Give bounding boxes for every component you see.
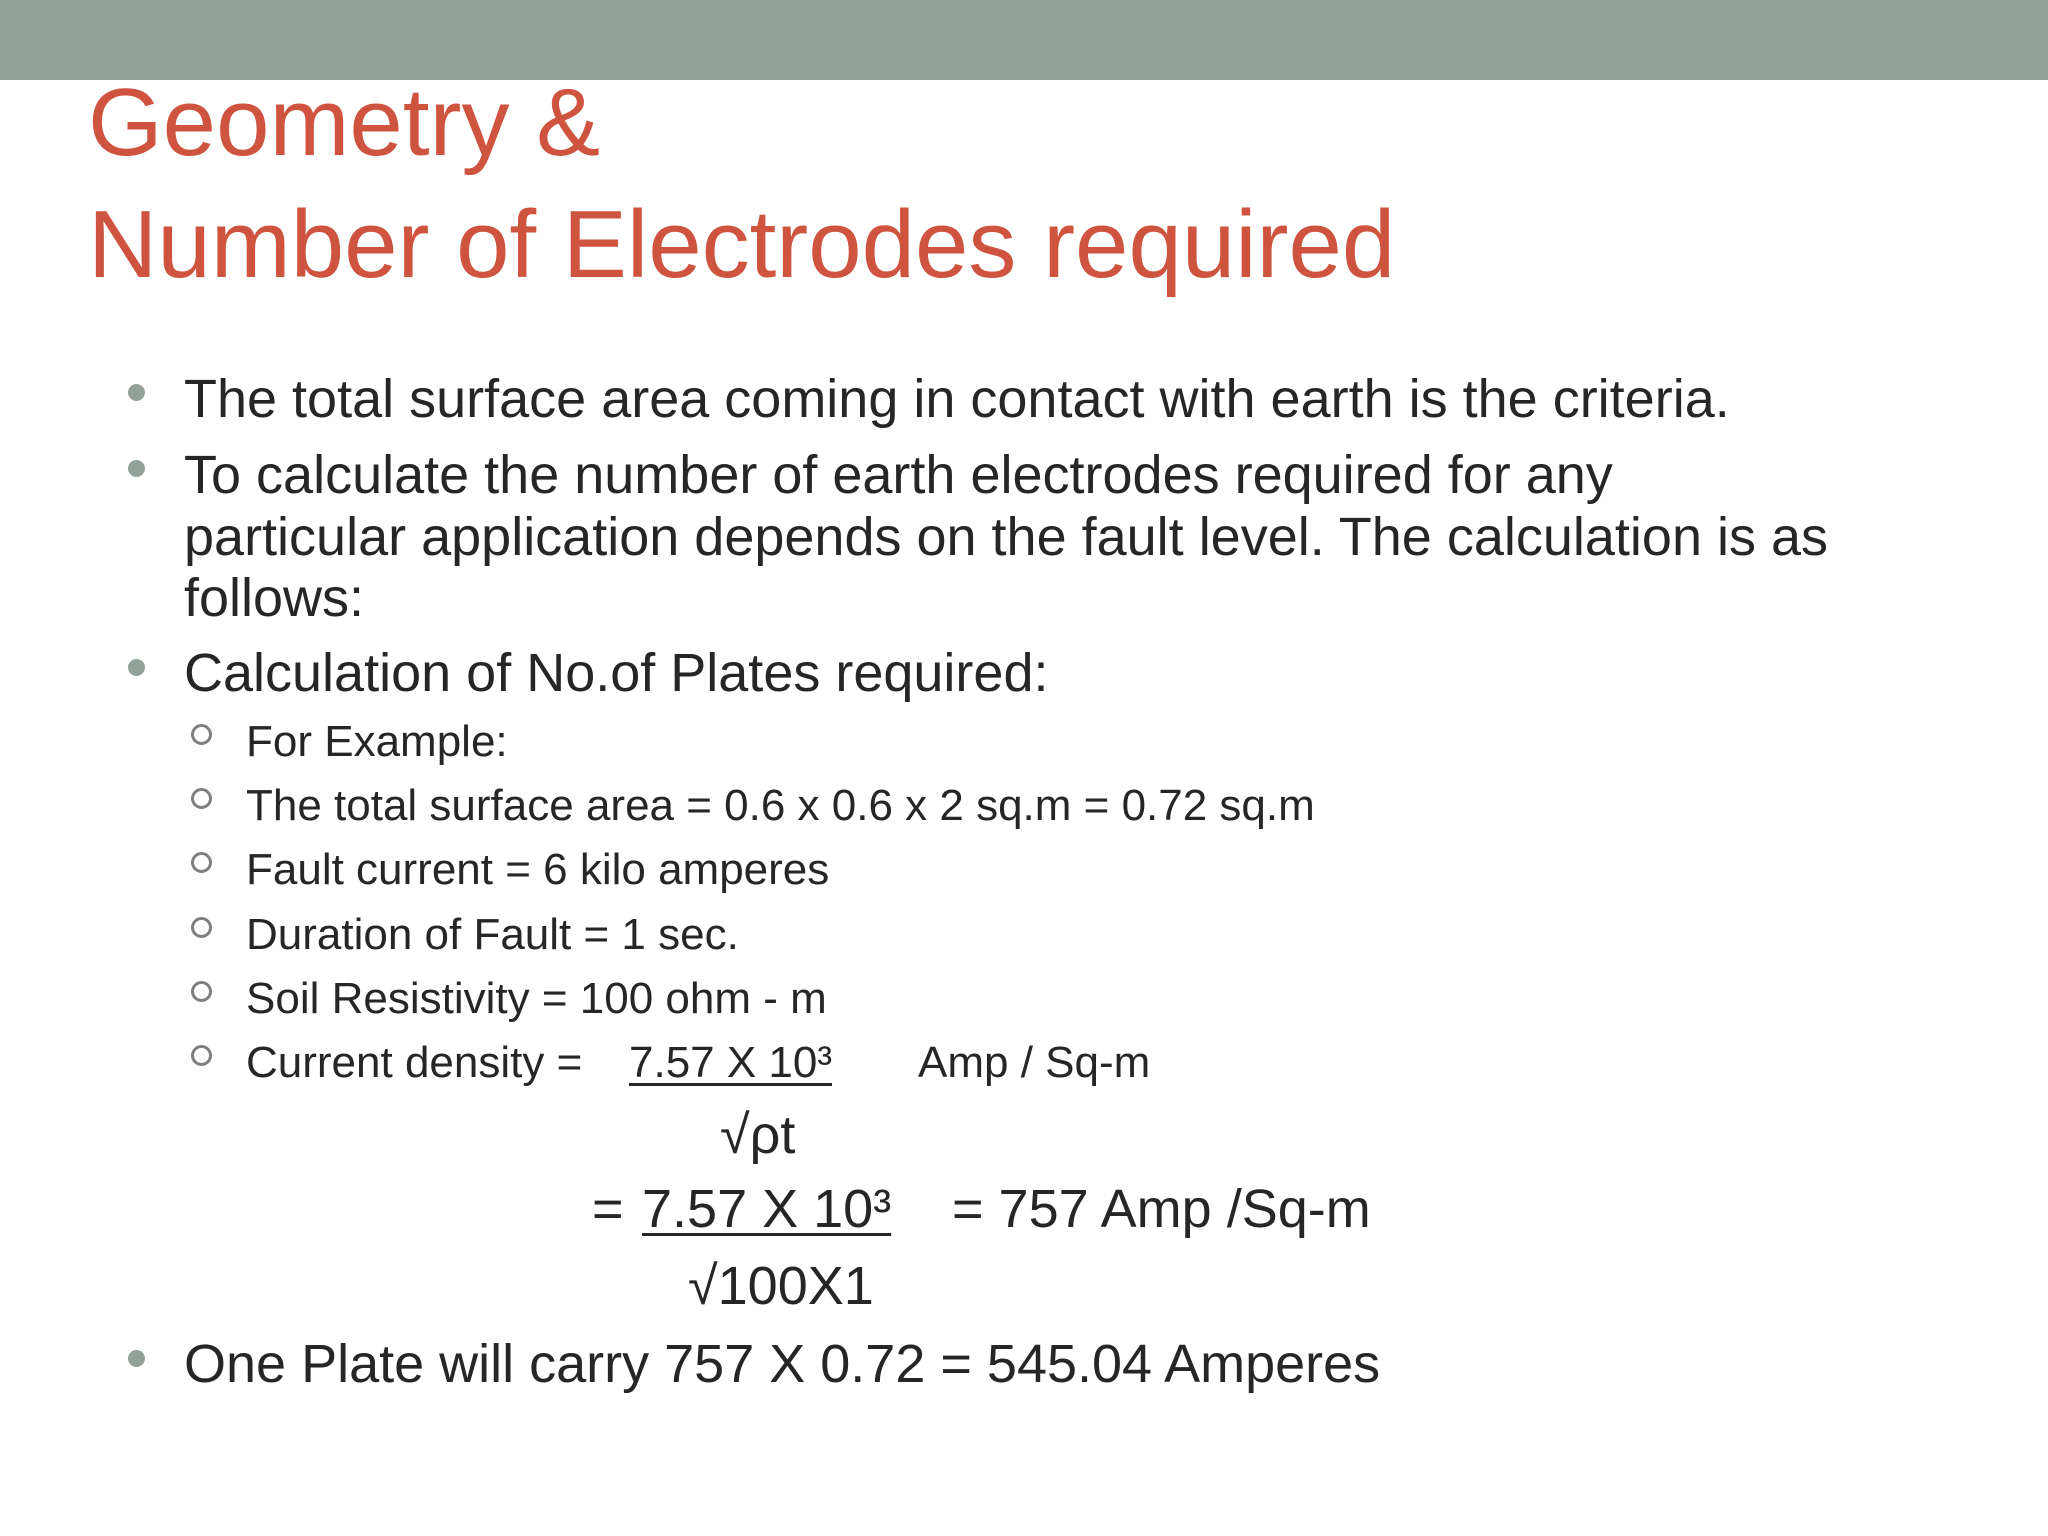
sub-bullet-text: Fault current = 6 kilo amperes xyxy=(246,845,830,894)
bullet-dot xyxy=(128,460,145,477)
sub-bullet-ring xyxy=(191,724,212,745)
formula-eq-prefix: = xyxy=(592,1179,624,1239)
formula-result: = 757 Amp /Sq-m xyxy=(952,1179,1371,1239)
sub-bullet-text: Soil Resistivity = 100 ohm - m xyxy=(246,974,827,1023)
sub-bullet-ring xyxy=(191,981,212,1002)
bullet-dot xyxy=(128,384,145,401)
sub-bullet-ring xyxy=(191,852,212,873)
current-density-label: Current density = xyxy=(246,1038,583,1087)
bullet-text-line: To calculate the number of earth electrodes required for any xyxy=(184,445,1613,505)
sub-bullet-text: For Example: xyxy=(246,717,508,766)
formula-numerator: 7.57 X 10³ xyxy=(642,1179,892,1239)
sub-bullet-ring xyxy=(191,917,212,938)
bullet-dot xyxy=(128,659,145,676)
bullet-text: The total surface area coming in contact with earth is the criteria. xyxy=(184,369,1730,429)
formula-denominator: √ρt xyxy=(720,1105,796,1165)
title-line-2: Number of Electrodes required xyxy=(88,191,1396,298)
sub-bullet-ring xyxy=(191,788,212,809)
bullet-dot xyxy=(128,1350,145,1367)
bullet-text: Calculation of No.of Plates required: xyxy=(184,643,1049,703)
sub-bullet-text: Duration of Fault = 1 sec. xyxy=(246,910,739,959)
formula-denominator-2: √100X1 xyxy=(688,1256,874,1316)
sub-bullet-ring xyxy=(191,1045,212,1066)
current-density-unit: Amp / Sq-m xyxy=(918,1038,1151,1087)
title-line-1: Geometry & xyxy=(88,69,601,176)
bullet-text-line: particular application depends on the fault level. The calculation is as xyxy=(184,507,1829,567)
bullet-text: One Plate will carry 757 X 0.72 = 545.04 Amperes xyxy=(184,1334,1381,1394)
current-density-numerator: 7.57 X 10³ xyxy=(629,1038,833,1087)
sub-bullet-text: The total surface area = 0.6 x 0.6 x 2 sq.m = 0.72 sq.m xyxy=(246,781,1315,830)
bullet-text-line: follows: xyxy=(184,568,365,628)
